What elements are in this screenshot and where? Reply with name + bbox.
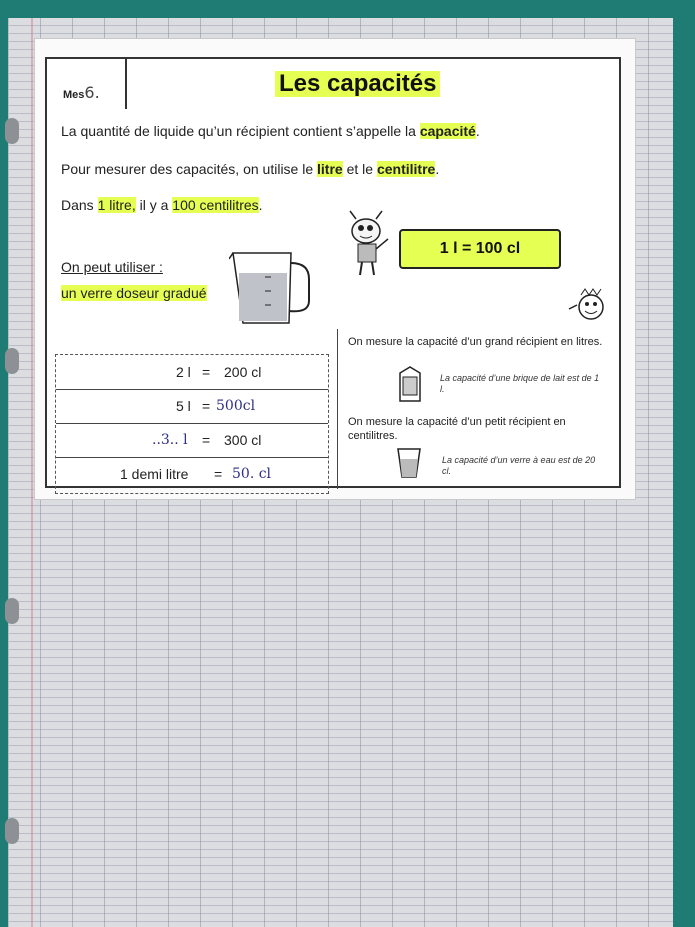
binder-hole: [5, 818, 19, 844]
capacity-explanation-panel: [337, 329, 610, 489]
small-container-example: La capacité d’un verre à eau est de 20 cl.: [442, 455, 596, 476]
intro-line-2: Pour mesurer des capacités, on utilise le litre et le centilitre.: [61, 161, 440, 177]
tool-item: un verre doseur gradué: [61, 285, 207, 301]
binder-hole: [5, 348, 19, 374]
keyword-centilitre: centilitre: [376, 161, 436, 177]
small-container-text: On mesure la capacité d’un petit récipient en centilitres.: [348, 416, 566, 442]
keyword-litre: litre: [317, 161, 343, 177]
binder-hole: [5, 118, 19, 144]
binder-hole: [5, 598, 19, 624]
margin-line: [31, 18, 33, 927]
title-box: [45, 57, 621, 113]
table-row: 2 l = 200 cl: [56, 355, 328, 390]
big-container-example: La capacité d’une brique de lait est de 1 l.: [440, 373, 600, 394]
tool-label: On peut utiliser :: [61, 259, 163, 275]
equation-box: 1 l = 100 cl: [399, 229, 561, 269]
mes-label: Mes: [63, 89, 85, 101]
lesson-number: [63, 83, 100, 102]
notebook-page: [8, 18, 673, 927]
keyword-capacite: capacité: [419, 123, 476, 139]
intro-line-1: La quantité de liquide qu’un récipient contient s’appelle la capacité.: [61, 123, 480, 139]
mascot-icon: [342, 209, 394, 279]
conversion-table: [55, 354, 329, 494]
mes-number: 6.: [84, 83, 100, 102]
table-row: 5 l = 500cl: [56, 389, 328, 424]
lesson-content: [45, 109, 621, 488]
table-row: 1 demi litre = 50. cl: [120, 466, 272, 482]
table-row: ..3.. l = 300 cl: [56, 423, 328, 458]
page-title: Les capacités: [275, 71, 440, 97]
milk-carton-icon: [396, 365, 424, 403]
title-divider: [125, 59, 127, 111]
water-glass-icon: [396, 447, 422, 479]
measuring-jug-icon: [229, 247, 315, 327]
lesson-sheet: [34, 38, 636, 500]
cartoon-face-icon: [567, 287, 611, 325]
big-container-text: On mesure la capacité d’un grand récipient en litres.: [348, 336, 603, 348]
intro-line-3: Dans 1 litre, il y a 100 centilitres.: [61, 197, 263, 213]
